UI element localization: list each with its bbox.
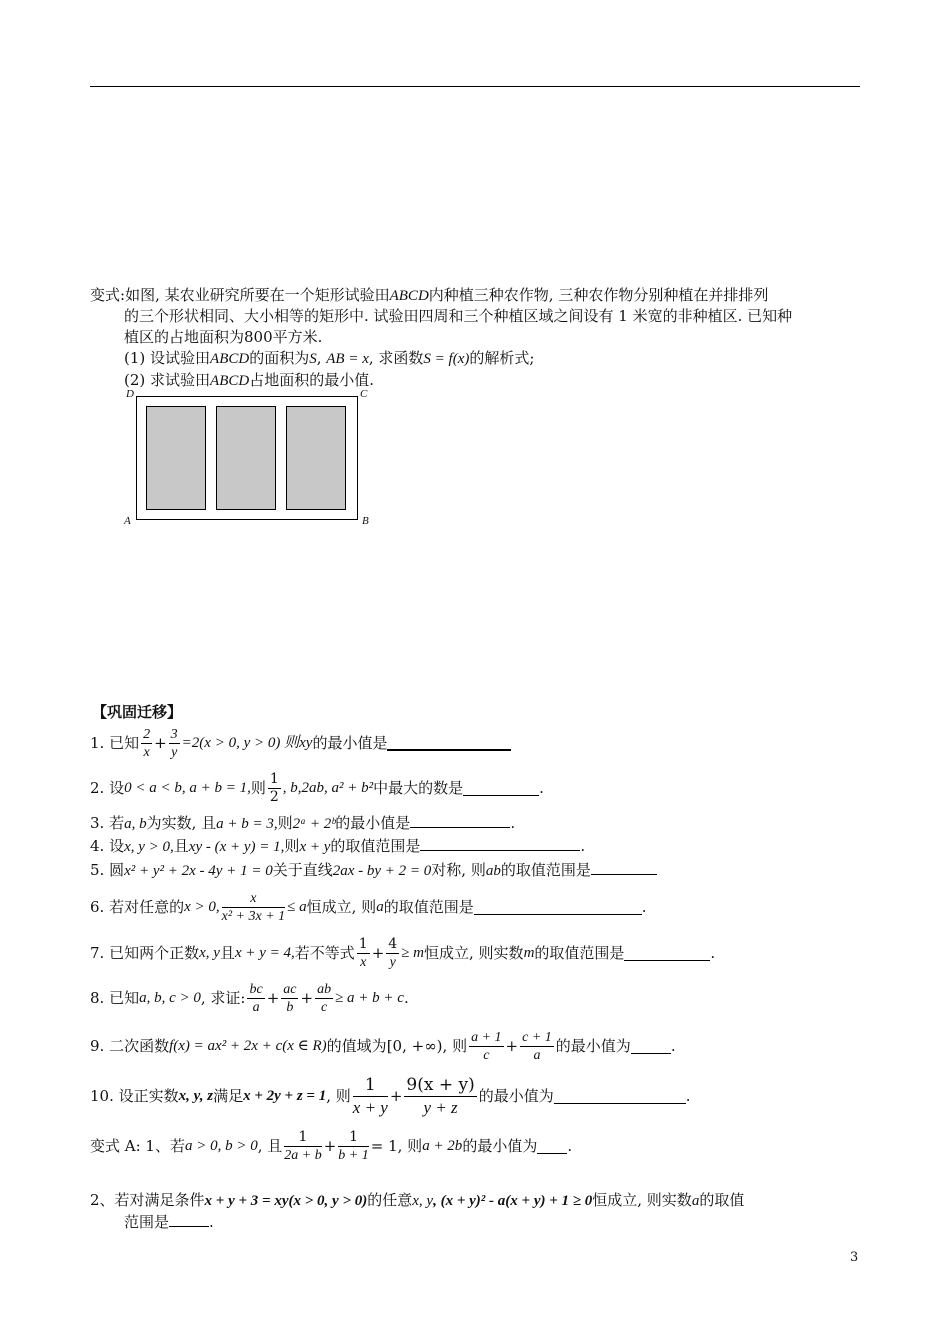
- problem-4: 4. 设x, y > 0,且xy - (x + y) = 1,则x + y的取值范围是 .: [90, 837, 586, 855]
- problem-10: 10. 设正实数 x, y, z 满足 x + 2y + z = 1 , 则 $\frac{1}{x + y}$ + $\frac{9(x + y)}{y + z}$ 的最小值为 .: [90, 1074, 691, 1117]
- plot-3: [286, 406, 346, 510]
- answer-blank-7[interactable]: [624, 946, 710, 961]
- problem-1: 1. 已知 $\frac{2}{x}$ + $\frac{3}{y}$ =2(x > 0, y > 0) 则 xy 的最小值是: [90, 722, 511, 764]
- variant-a-1: 变式 A: 1、若 a > 0, b > 0 , 且 $\frac{1}{2a + b}$ + $\frac{1}{b + 1}$ = 1 , 则 a + 2b 的最小值为 .: [90, 1128, 573, 1163]
- page-number: 3: [850, 1250, 859, 1265]
- corner-b: B: [362, 515, 369, 527]
- answer-blank-9[interactable]: [631, 1039, 671, 1054]
- problem-2: 2. 设 0 < a < b, a + b = 1, 则 $\frac{1}{2}$ , b,2ab, a² + b² 中最大的数是 .: [90, 770, 544, 805]
- answer-blank-6[interactable]: [474, 900, 642, 915]
- variant-question-1: (1) 设试验田ABCD的面积为S, AB = x, 求函数S = f(x)的解析式;: [124, 349, 535, 367]
- variant-a-2: 2、若对满足条件x + y + 3 = xy(x > 0, y > 0)的任意x, y, (x + y)² - a(x + y) + 1 ≥ 0恒成立, 则实数a的取值: [90, 1191, 745, 1209]
- variant-question-2: (2) 求试验田ABCD占地面积的最小值.: [124, 371, 374, 389]
- problem-8: 8. 已知 a, b, c > 0 , 求证: $\frac{bc}{a}$ + $\frac{ac}{b}$ + $\frac{ab}{c}$ ≥ a + b + c .: [90, 981, 409, 1015]
- problem-3: 3. 若a, b为实数, 且a + b = 3,则2ᵃ + 2ᵇ的最小值是 .: [90, 814, 516, 832]
- problem-6: 6. 若对任意的 x > 0, $\frac{x}{\text{x² + 3x + 1}}$ ≤ a 恒成立, 则 a 的取值范围是 .: [90, 890, 647, 924]
- answer-blank-4[interactable]: [420, 836, 580, 851]
- answer-blank-3[interactable]: [410, 813, 510, 828]
- variant-line-2: 的三个形状相同、大小相等的矩形中. 试验田四周和三个种植区域之间设有 1 米宽的非种植区. 已知种: [124, 307, 793, 325]
- problem-5: 5. 圆x² + y² + 2x - 4y + 1 = 0关于直线2ax - by + 2 = 0对称, 则ab的取值范围是: [90, 860, 657, 881]
- answer-blank-1[interactable]: [387, 735, 511, 751]
- variant-line-3: 植区的占地面积为800平方米.: [124, 328, 323, 346]
- answer-blank-10[interactable]: [554, 1089, 686, 1104]
- problem-7: 7. 已知两个正数 x, y 且 x + y = 4, 若不等式 $\frac{1}{x}$ + $\frac{4}{y}$ ≥ m 恒成立, 则实数 m 的取值范围是 .: [90, 935, 716, 970]
- plot-2: [216, 406, 276, 510]
- problem-9: 9. 二次函数 f(x) = ax² + 2x + c(x ∈ R) 的值域为 [0, +∞) , 则 $\frac{a + 1}{c}$ + $\frac{c + 1}{a}$ 的最小值为 .: [90, 1029, 676, 1063]
- section-title: 【巩固迁移】: [92, 703, 183, 721]
- variant-a-2-cont: 范围是 .: [124, 1213, 214, 1231]
- header-rule: [90, 86, 860, 87]
- plot-1: [146, 406, 206, 510]
- corner-c: C: [360, 388, 368, 400]
- answer-blank-5[interactable]: [591, 860, 657, 875]
- corner-d: D: [126, 388, 134, 400]
- corner-a: A: [124, 515, 131, 527]
- variant-line-1: 变式:如图, 某农业研究所要在一个矩形试验田ABCD内种植三种农作物, 三种农作物分别种植在并排排列: [90, 286, 769, 304]
- answer-blank-va1[interactable]: [537, 1139, 567, 1154]
- answer-blank-va2[interactable]: [169, 1212, 209, 1227]
- answer-blank-2[interactable]: [463, 781, 539, 796]
